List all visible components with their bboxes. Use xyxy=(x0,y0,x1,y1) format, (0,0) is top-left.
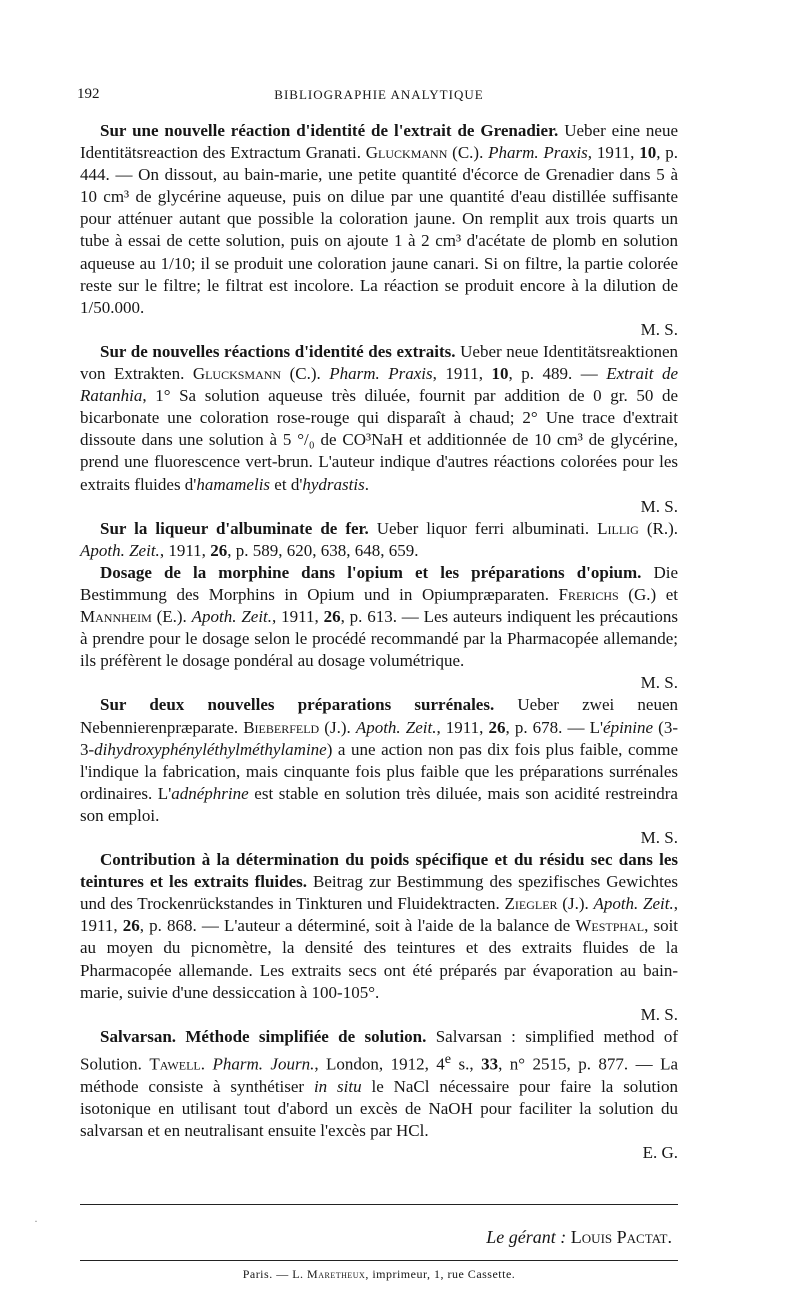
journal-name: Apoth. Zeit. xyxy=(355,717,437,737)
bibliography-entry xyxy=(80,694,678,849)
entry-body: Salvarsan. Méthode simplifiée de solution. Salvarsan : simplified method of Solution. Tawell. Pharm. Journ., London, 1912, 4e s., 33, n° 2515, p. 877. — La méthode consiste à synthétiser in situ le NaCl nécessaire pour faire la solution isotonique en utilisant tout d'abord un excès de NaOH pour faciliter la solution du salvarsan et en neutralisant ensuite l'excès par HCl. xyxy=(80,1026,679,1140)
journal-name: Pharm. Praxis xyxy=(329,364,433,384)
entry-body: Sur deux nouvelles préparations surrénales. Ueber zwei neuen Nebennierenpræparate. Bieberfeld (J.). Apoth. Zeit., 1911, 26, p. 678. — L'épinine (3-3-dihydroxyphényléthylméthylamine) a une action non pas dix fois plus faible, comme l'indique la fabrication, mais cinquante fois plus faible que les préparations surrénales ordinaires. L'adnéphrine est stable en solution très diluée, mais son acidité restreindra son emploi. xyxy=(80,695,678,825)
entry-signature: M. S. xyxy=(640,673,678,693)
entry-signature: M. S. xyxy=(640,828,678,847)
author-name: Westphal xyxy=(575,916,645,936)
entry-signature: M. S. xyxy=(640,496,678,516)
bibliography-entry xyxy=(80,120,678,341)
journal-name: Apoth. Zeit. xyxy=(80,540,160,560)
entry-body: Dosage de la morphine dans l'opium et les préparations d'opium. Die Bestimmung des Morphins in Opium und in Opiumpræparaten. Frerichs (G.) et Mannheim (E.). Apoth. Zeit., 1911, 26, p. 613. — Les auteurs indiquent les précautions à prendre pour le dosage selon le procédé recommandé par la Pharmacopée allemande; ils préfèrent le dosage pondéral au dosage volumétrique. xyxy=(80,562,679,671)
bibliography-entry xyxy=(80,849,678,1026)
italic-term: hamamelis xyxy=(196,474,271,494)
page xyxy=(77,86,679,1282)
entry-title: Salvarsan. Méthode simplifiée de solution. xyxy=(100,1026,427,1046)
author-name: Tawell xyxy=(149,1054,201,1074)
page-number: 192 xyxy=(77,86,100,102)
entry-title: Dosage de la morphine dans l'opium et les préparations d'opium. xyxy=(100,562,642,582)
imprint-rule xyxy=(80,1260,678,1261)
gerant-label: Le gérant : xyxy=(486,1227,567,1248)
author-name: Ziegler xyxy=(504,894,558,914)
italic-term: adnéphrine xyxy=(171,783,249,803)
author-name: Mannheim xyxy=(80,607,152,627)
footer-separator xyxy=(80,1204,678,1205)
printer-name: Maretheux xyxy=(307,1267,366,1282)
italic-term: épinine xyxy=(603,717,654,737)
italic-term: hydrastis xyxy=(302,474,365,494)
bibliography-entry xyxy=(80,1026,678,1164)
journal-name: Apoth. Zeit. xyxy=(191,607,273,627)
volume-number: 26 xyxy=(323,607,341,627)
author-name: Lillig xyxy=(597,518,639,538)
journal-name: Pharm. Journ. xyxy=(212,1054,315,1074)
author-name: Glucksmann xyxy=(192,364,282,384)
bibliography-entry xyxy=(80,518,678,562)
journal-name: Pharm. Praxis xyxy=(488,143,588,163)
italic-term: Extrait de Ratanhia xyxy=(80,364,678,406)
entry-body: Sur une nouvelle réaction d'identité de l'extrait de Grenadier. Ueber eine neue Identitätsreaction des Extractum Granati. Gluckmann (C.). Pharm. Praxis, 1911, 10, p. 444. — On dissout, au bain-marie, une petite quantité d'écorce de Grenadier dans 5 à 10 cm³ de glycérine aqueuse, puis on dilue par une quantité d'eau distillée suffisante pour atténuer autant que possible la coloration jaune. On remplit aux trois quarts un tube à essai de cette solution, puis on ajoute 1 à 2 cm³ d'acétate de plomb en solution aqueuse au 1/10; il se produit une coloration jaune canari. Si on filtre, la partie colorée reste sur le filtre; le filtrat est incolore. La réaction se produit encore à la dilution de 1/50.000. xyxy=(80,121,678,317)
running-title: BIBLIOGRAPHIE ANALYTIQUE xyxy=(274,87,484,102)
entry-body: Sur de nouvelles réactions d'identité des extraits. Ueber neue Identitätsreaktionen von Extrakten. Glucksmann (C.). Pharm. Praxis, 1911, 10, p. 489. — Extrait de Ratanhia, 1° Sa solution aqueuse très diluée, fournit par addition de 0 gr. 50 de bicarbonate une coloration rose-rouge qui disparaît à chaud; 2° Une trace d'extrait dissoute dans une solution à 5 °/₀ de CO³NaH et additionnée de 10 cm³ de glycérine, prend une fluorescence vert-brun. L'auteur indique d'autres réactions colorées pour les extraits fluides d'hamamelis et d'hydrastis. xyxy=(80,341,678,494)
volume-number: 10 xyxy=(639,143,657,163)
entry-body: Contribution à la détermination du poids spécifique et du résidu sec dans les teintures et les extraits fluides. Beitrag zur Bestimmung des spezifisches Gewichtes und des Trockenrückstandes in Tinkturen und Fluidektracten. Ziegler (J.). Apoth. Zeit., 1911, 26, p. 868. — L'auteur a déterminé, soit à l'aide de la balance de Westphal, soit au moyen du picnomètre, la densité des teintures et des extraits fluides de la Pharmacopée allemande. Les extraits secs ont été préparés par évaporation au bain-marie, suivie d'une dessiccation à 100-105°. xyxy=(80,850,679,1002)
author-name: Gluckmann xyxy=(365,143,448,163)
bibliography-entry xyxy=(80,562,678,695)
author-name: Frerichs xyxy=(558,584,619,604)
margin-mark: · xyxy=(34,1214,38,1228)
volume-number: 26 xyxy=(210,540,228,560)
entry-signature: M. S. xyxy=(640,1004,678,1024)
entry-title: Sur une nouvelle réaction d'identité de l'extrait de Grenadier. xyxy=(100,121,559,140)
entry-signature: M. S. xyxy=(640,319,678,339)
entry-body: Sur la liqueur d'albuminate de fer. Ueber liquor ferri albuminati. Lillig (R.). Apoth. Zeit., 1911, 26, p. 589, 620, 638, 648, 659. xyxy=(80,518,678,560)
journal-name: Apoth. Zeit. xyxy=(593,894,674,914)
author-name: Bieberfeld xyxy=(243,717,320,737)
volume-number: 26 xyxy=(488,717,506,737)
bibliography-text xyxy=(80,120,678,1164)
gerant-line xyxy=(80,1227,678,1248)
page-header xyxy=(77,86,678,112)
italic-term: dihydroxyphényléthylméthylamine xyxy=(94,739,327,759)
entry-signature: E. G. xyxy=(642,1142,678,1162)
volume-number: 10 xyxy=(491,364,509,384)
gerant-name: Louis Pactat. xyxy=(570,1227,672,1248)
entry-title: Sur la liqueur d'albuminate de fer. xyxy=(100,518,369,538)
bibliography-entry xyxy=(80,341,678,518)
volume-number: 26 xyxy=(122,916,140,936)
entry-title: Contribution à la détermination du poids spécifique et du résidu sec dans les teintures et les extraits fluides. xyxy=(80,850,678,892)
superscript: e xyxy=(444,1050,452,1067)
italic-term: in situ xyxy=(313,1076,362,1096)
volume-number: 33 xyxy=(481,1054,499,1074)
printer-imprint: Paris. — L. Maretheux, imprimeur, 1, rue Cassette. xyxy=(242,1267,516,1282)
entry-title: Sur de nouvelles réactions d'identité des extraits. xyxy=(100,341,456,361)
entry-title: Sur deux nouvelles préparations surrénales. xyxy=(100,695,495,715)
